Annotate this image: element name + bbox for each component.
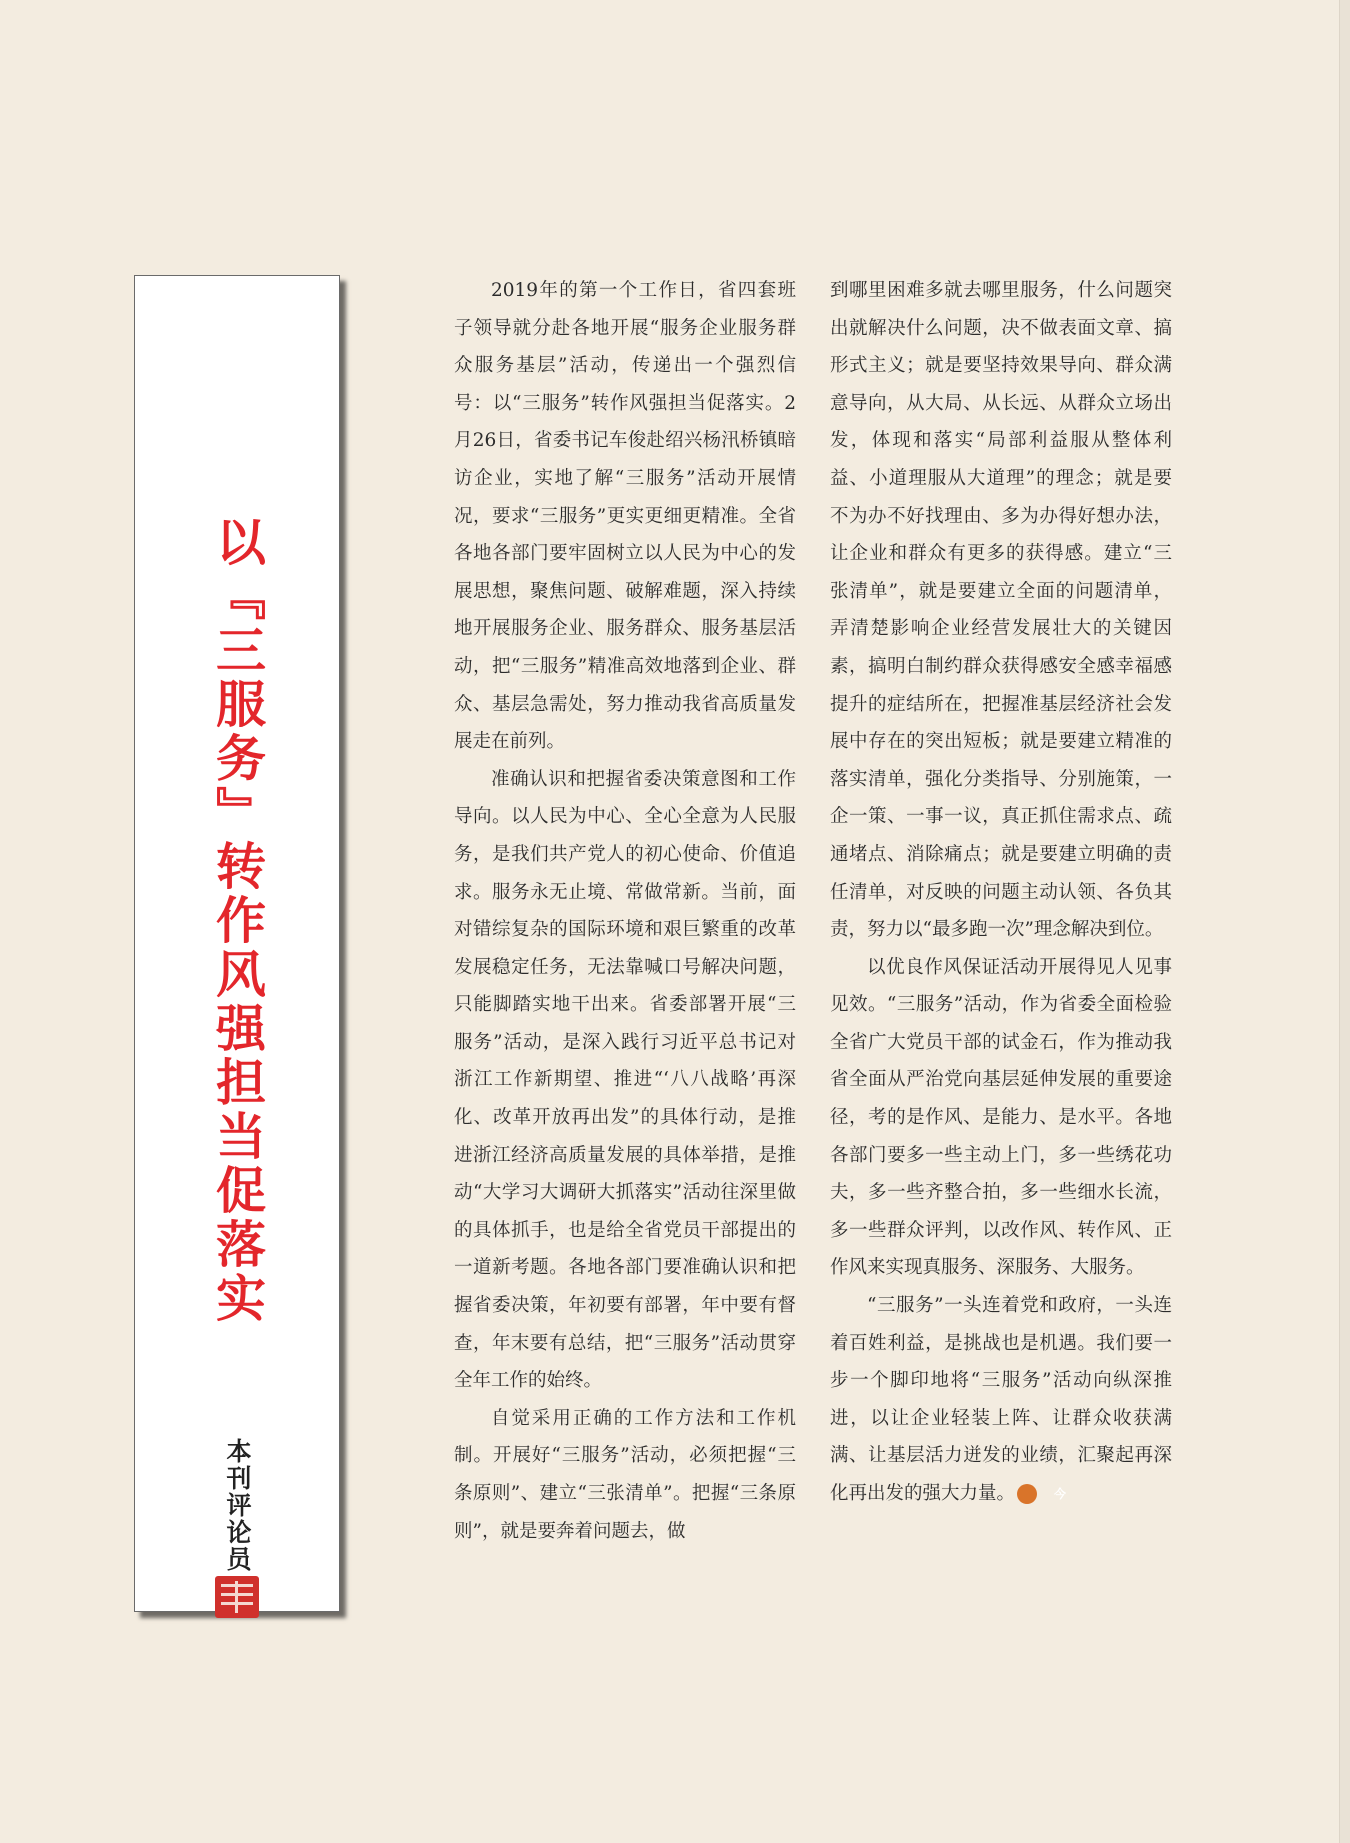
end-mark-icon: 今	[1017, 1484, 1037, 1504]
article-title: 以『三服务』转作风强担当促落实	[208, 516, 266, 1326]
paragraph-continued: 到哪里困难多就去哪里服务，什么问题突出就解决什么问题，决不做表面文章、搞形式主义；就是要坚持效果导向、群众满意导向，从大局、从长远、从群众立场出发，体现和落实“局部利益服从整体利益、小道理服从大道理”的理念；就是要不为办不好找理由、多为办得好想办法，让企业和群众有更多的获得感。建立“三张清单”，就是要建立全面的问题清单，弄清楚影响企业经营发展壮大的关键因素，搞明白制约群众获得感安全感幸福感提升的症结所在，把握准基层经济社会发展中存在的突出短板；就是要建立精准的落实清单，强化分类指导、分别施策，一企一策、一事一议，真正抓住需求点、疏通堵点、消除痛点；就是要建立明确的责任清单，对反映的问题主动认领、各负其责，努力以“最多跑一次”理念解决到位。	[830, 280, 1172, 941]
paragraph: 2019年的第一个工作日，省四套班子领导就分赴各地开展“服务企业服务群众服务基层”活动，传递出一个强烈信号：以“三服务”转作风强担当促落实。2月26日，省委书记车俊赴绍兴杨汛桥镇暗访企业，实地了解“三服务”活动开展情况，要求“三服务”更实更细更精准。全省各地各部门要牢固树立以人民为中心的发展思想，聚焦问题、破解难题，深入持续地开展服务企业、服务群众、服务基层活动，把“三服务”精准高效地落到企业、群众、基层急需处，努力推动我省高质量发展走在前列。	[454, 280, 796, 753]
paragraph-final	[830, 1287, 1172, 1513]
red-seal-stamp-icon	[215, 1576, 259, 1618]
byline-author: 本刊评论员	[223, 1438, 252, 1573]
body-column-left	[454, 272, 796, 1550]
body-column-right	[830, 272, 1172, 1513]
paragraph: 准确认识和把握省委决策意图和工作导向。以人民为中心、全心全意为人民服务，是我们共产党人的初心使命、价值追求。服务永无止境、常做常新。当前，面对错综复杂的国际环境和艰巨繁重的改革发展稳定任务，无法靠喊口号解决问题，只能脚踏实地干出来。省委部署开展“三服务”活动，是深入践行习近平总书记对浙江工作新期望、推进“‘八八战略’再深化、改革开放再出发”的具体行动，是推进浙江经济高质量发展的具体举措，是推动“大学习大调研大抓落实”活动往深里做的具体抓手，也是给全省党员干部提出的一道新考题。各地各部门要准确认识和把握省委决策，年初要有部署，年中要有督查，年末要有总结，把“三服务”活动贯穿全年工作的始终。	[454, 768, 796, 1392]
paragraph-final-text: “三服务”一头连着党和政府，一头连着百姓利益，是挑战也是机遇。我们要一步一个脚印地将“三服务”活动向纵深推进，以让企业轻装上阵、让群众收获满满、让基层活力迸发的业绩，汇聚起再深化再出发的强大力量。	[830, 1295, 1172, 1504]
paragraph: 以优良作风保证活动开展得见人见事见效。“三服务”活动，作为省委全面检验全省广大党员干部的试金石，作为推动我省全面从严治党向基层延伸发展的重要途径，考的是作风、是能力、是水平。各地各部门要多一些主动上门，多一些绣花功夫，多一些齐整合拍，多一些细水长流，多一些群众评判，以改作风、转作风、正作风来实现真服务、深服务、大服务。	[830, 956, 1172, 1279]
paragraph: 自觉采用正确的工作方法和工作机制。开展好“三服务”活动，必须把握“三条原则”、建立“三张清单”。把握“三条原则”，就是要奔着问题去，做	[454, 1407, 796, 1542]
page-edge-strip	[1339, 0, 1350, 1843]
title-panel	[134, 275, 340, 1612]
